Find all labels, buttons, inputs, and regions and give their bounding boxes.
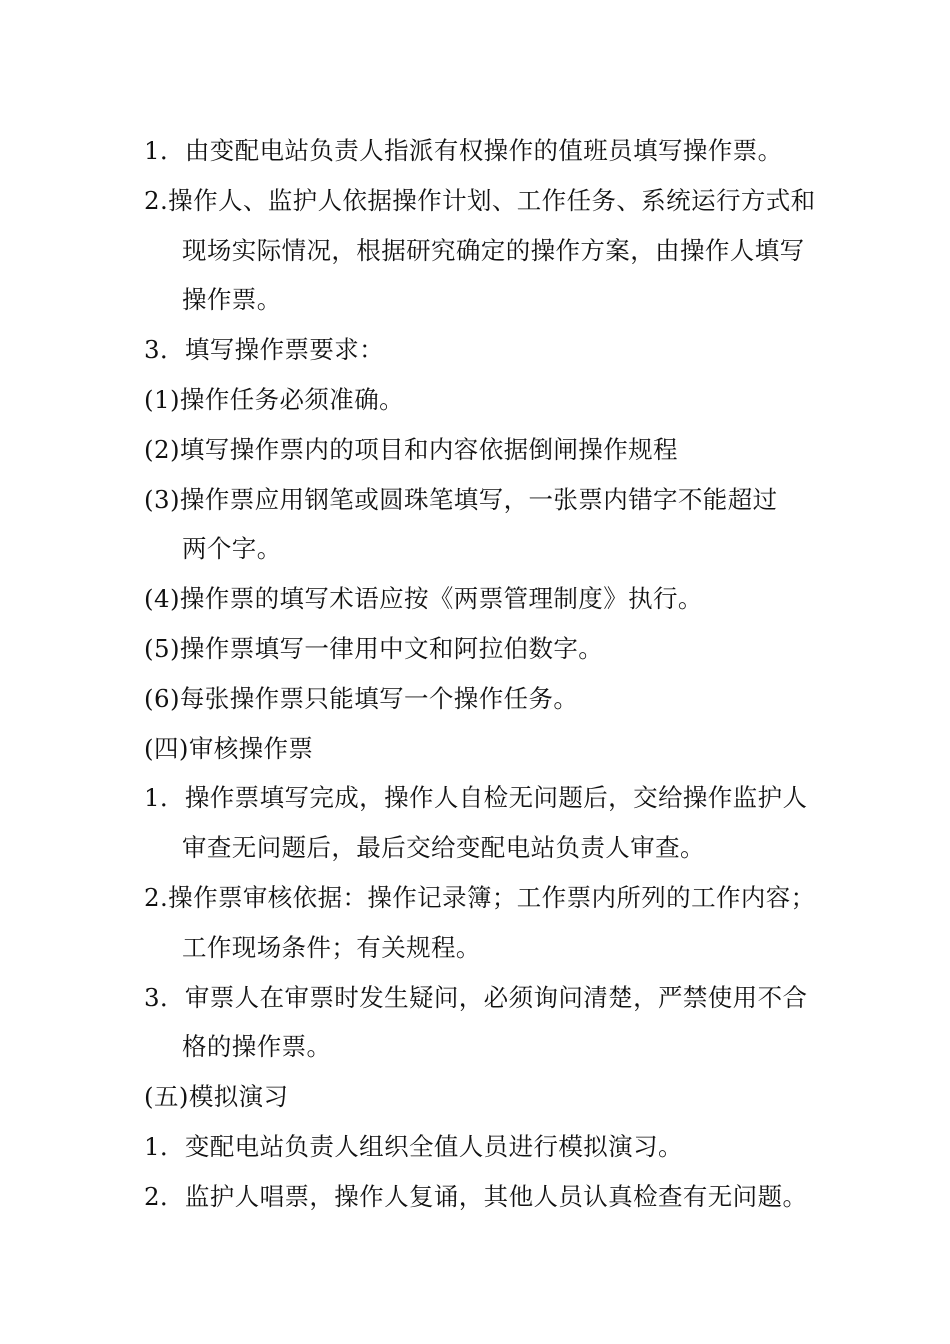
text-line: (2)填写操作票内的项目和内容依据倒闸操作规程 <box>144 434 678 464</box>
text-line: (6)每张操作票只能填写一个操作任务。 <box>144 683 579 713</box>
text-line: 2．监护人唱票，操作人复诵，其他人员认真检查有无问题。 <box>144 1181 808 1211</box>
text-line-continuation: 两个字。 <box>182 534 282 564</box>
section-heading: (四)审核操作票 <box>144 733 314 763</box>
section-heading: (五)模拟演习 <box>144 1082 289 1112</box>
text-line-continuation: 工作现场条件；有关规程。 <box>182 932 481 962</box>
text-line: (4)操作票的填写术语应按《两票管理制度》执行。 <box>144 584 703 614</box>
text-line: 2.操作人、监护人依据操作计划、工作任务、系统运行方式和 <box>144 185 816 215</box>
document-body <box>144 126 814 1222</box>
text-line-continuation: 格的操作票。 <box>182 1032 332 1062</box>
text-line: 1．变配电站负责人组织全值人员进行模拟演习。 <box>144 1131 683 1161</box>
text-line: (3)操作票应用钢笔或圆珠笔填写，一张票内错字不能超过 <box>144 484 778 514</box>
text-line: 2.操作票审核依据：操作记录簿；工作票内所列的工作内容； <box>144 882 816 912</box>
text-line-continuation: 现场实际情况，根据研究确定的操作方案，由操作人填写 <box>182 235 805 265</box>
text-line-continuation: 操作票。 <box>182 285 282 315</box>
text-line: (5)操作票填写一律用中文和阿拉伯数字。 <box>144 633 604 663</box>
text-line-continuation: 审查无问题后，最后交给变配电站负责人审查。 <box>182 833 705 863</box>
text-line: 1．操作票填写完成，操作人自检无问题后，交给操作监护人 <box>144 783 808 813</box>
text-line: 1．由变配电站负责人指派有权操作的值班员填写操作票。 <box>144 136 783 165</box>
text-line: (1)操作任务必须准确。 <box>144 384 405 414</box>
text-line: 3．审票人在审票时发生疑问，必须询问清楚，严禁使用不合 <box>144 982 808 1012</box>
text-line: 3．填写操作票要求： <box>144 335 385 365</box>
